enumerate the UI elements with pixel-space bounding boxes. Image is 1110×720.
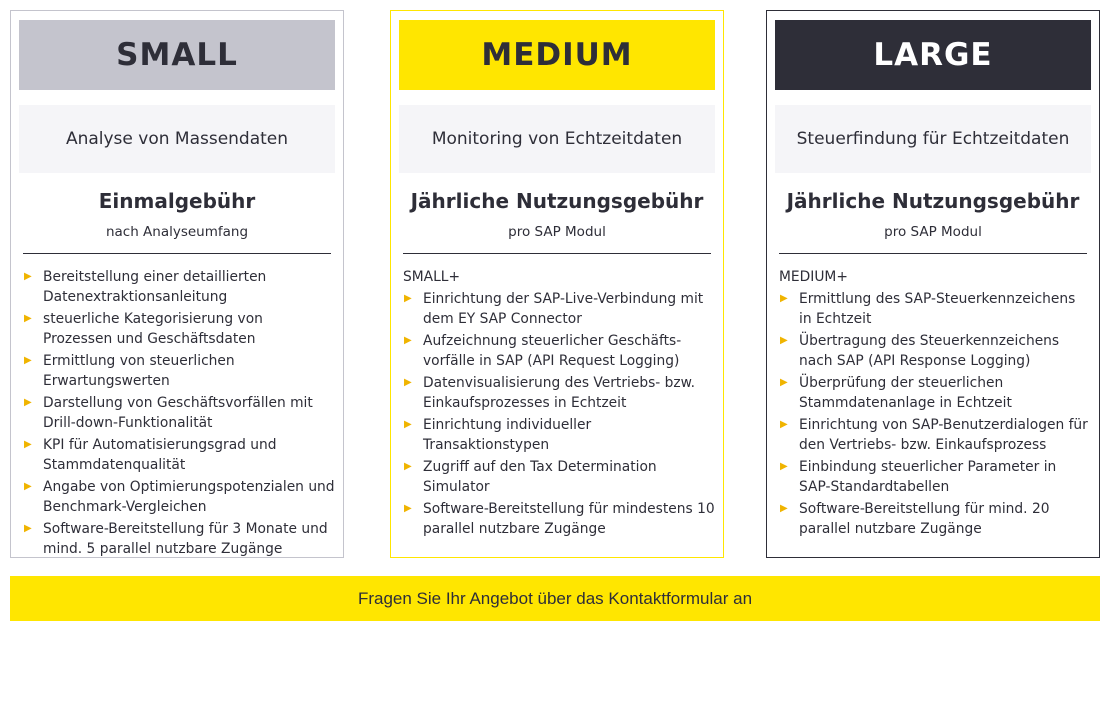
feature-list — [779, 289, 1091, 539]
divider — [403, 253, 711, 254]
triangle-right-icon: ▶ — [404, 377, 412, 388]
feature-item: ▶ Einbindung steuerlicher Parameter in SAP-Standardtabellen — [780, 459, 1057, 495]
feature-item: ▶ Ermittlung von steuerlichen Erwartungswerten — [24, 353, 235, 389]
feature-list-container — [23, 267, 335, 561]
triangle-right-icon: ▶ — [780, 335, 788, 346]
fee-subtitle: pro SAP Modul — [884, 224, 982, 240]
divider — [779, 253, 1087, 254]
triangle-right-icon: ▶ — [24, 313, 32, 324]
triangle-right-icon: ▶ — [24, 355, 32, 366]
feature-item: ▶ Ermittlung des SAP-Steuerkennzeichens in Echtzeit — [780, 291, 1076, 327]
feature-item: ▶ Software-Bereitstellung für 3 Monate und mind. 5 parallel nutzbare Zugänge — [24, 521, 328, 557]
card-title: LARGE — [775, 20, 1091, 90]
triangle-right-icon: ▶ — [404, 461, 412, 472]
card-title: MEDIUM — [399, 20, 715, 90]
feature-item: ▶ steuerliche Kategorisierung von Prozessen und Geschäftsdaten — [24, 311, 263, 347]
triangle-right-icon: ▶ — [24, 397, 32, 408]
fee-subtitle: pro SAP Modul — [508, 224, 606, 240]
feature-item: ▶ Einrichtung der SAP-Live-Verbindung mit dem EY SAP Connector — [404, 291, 704, 327]
feature-item: ▶ Übertragung des Steuerkennzeichens nach SAP (API Response Logging) — [780, 333, 1060, 369]
feature-list — [403, 289, 715, 539]
triangle-right-icon: ▶ — [24, 271, 32, 282]
triangle-right-icon: ▶ — [780, 419, 788, 430]
feature-item: ▶ Angabe von Optimierungspotenzialen und Benchmark-Vergleichen — [24, 479, 335, 515]
pricing-card-small — [10, 10, 344, 558]
feature-item: ▶ Einrichtung von SAP-Benutzerdialogen für den Vertriebs- bzw. Einkaufsprozess — [780, 417, 1088, 453]
feature-item: ▶ Datenvisualisierung des Vertriebs- bzw. Einkaufsprozesses in Echtzeit — [404, 375, 696, 411]
feature-list-container — [779, 267, 1091, 541]
triangle-right-icon: ▶ — [24, 439, 32, 450]
feature-item: ▶ Bereitstellung einer detaillierten Datenextraktionsanleitung — [24, 269, 267, 305]
card-title: SMALL — [19, 20, 335, 90]
pricing-card-medium — [390, 10, 724, 558]
card-subtitle: Analyse von Massendaten — [19, 105, 335, 173]
feature-item: ▶ Einrichtung individueller Transaktionstypen — [404, 417, 592, 453]
feature-item: ▶ Aufzeichnung steuerlicher Geschäfts-vorfälle in SAP (API Request Logging) — [404, 333, 682, 369]
feature-item: ▶ Software-Bereitstellung für mind. 20 parallel nutzbare Zugänge — [780, 501, 1050, 537]
pricing-card-large — [766, 10, 1100, 558]
triangle-right-icon: ▶ — [780, 377, 788, 388]
triangle-right-icon: ▶ — [780, 461, 788, 472]
triangle-right-icon: ▶ — [24, 523, 32, 534]
contact-form-cta-button[interactable]: Fragen Sie Ihr Angebot über das Kontaktformular an — [10, 576, 1100, 621]
fee-subtitle: nach Analyseumfang — [105, 224, 249, 240]
divider — [23, 253, 331, 254]
card-subtitle: Steuerfindung für Echtzeitdaten — [775, 105, 1091, 173]
tier-prefix: SMALL+ — [403, 269, 461, 285]
triangle-right-icon: ▶ — [404, 293, 412, 304]
fee-title: Einmalgebühr — [98, 189, 256, 213]
triangle-right-icon: ▶ — [404, 335, 412, 346]
triangle-right-icon: ▶ — [780, 293, 788, 304]
triangle-right-icon: ▶ — [404, 419, 412, 430]
fee-title: Jährliche Nutzungsgebühr — [786, 189, 1080, 213]
triangle-right-icon: ▶ — [24, 481, 32, 492]
feature-item: ▶ Darstellung von Geschäftsvorfällen mit Drill-down-Funktionalität — [24, 395, 313, 431]
triangle-right-icon: ▶ — [780, 503, 788, 514]
tier-prefix: MEDIUM+ — [779, 269, 848, 285]
feature-item: ▶ Überprüfung der steuerlichen Stammdatenanlage in Echtzeit — [780, 375, 1012, 411]
feature-list — [23, 267, 335, 559]
fee-title: Jährliche Nutzungsgebühr — [410, 189, 704, 213]
card-subtitle: Monitoring von Echtzeitdaten — [399, 105, 715, 173]
triangle-right-icon: ▶ — [404, 503, 412, 514]
feature-list-container — [403, 267, 715, 541]
feature-item: ▶ Zugriff auf den Tax Determination Simulator — [404, 459, 657, 495]
feature-item: ▶ KPI für Automatisierungsgrad und Stammdatenqualität — [24, 437, 277, 473]
feature-item: ▶ Software-Bereitstellung für mindestens 10 parallel nutzbare Zugänge — [404, 501, 715, 537]
